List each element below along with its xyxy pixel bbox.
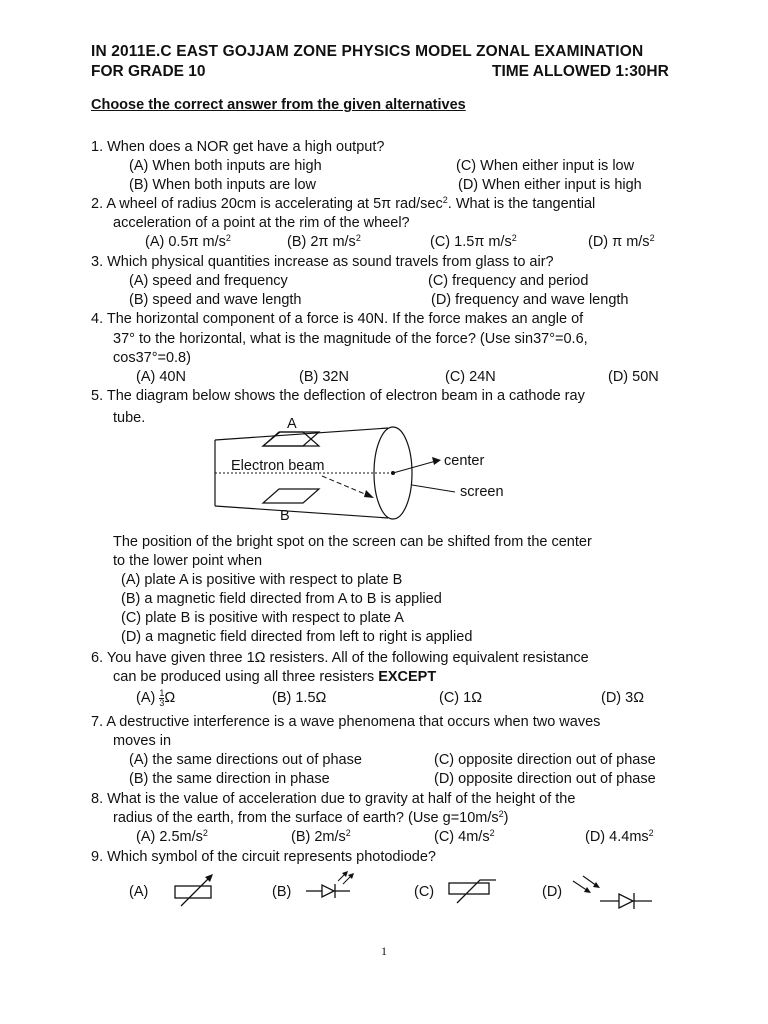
q2-choice-d: (D) π $m/s^2$ [588,233,655,250]
q7-choice-b: (B) the same direction in phase [129,771,330,787]
q1-choice-b: (B) When both inputs are low [129,177,316,193]
question-4: 4. The horizontal component of a force is 40N. If the force makes an angle of [91,311,584,327]
led-icon [306,871,354,898]
question-5-line3: The position of the bright spot on the screen can be shifted from the center [113,534,592,550]
q6-choice-b: (B) 1.5Ω [272,690,327,706]
q3-choice-b: (B) speed and wave length [129,292,302,308]
photodiode-icon [573,876,652,909]
thermistor-icon [449,880,496,903]
q4-choice-d: (D) 50N [608,369,659,385]
label-electron-beam: Electron beam [231,458,325,474]
q5-choice-b: (B) a magnetic field directed from A to B is applied [121,591,442,607]
question-5: 5. The diagram below shows the deflection of electron beam in a cathode ray [91,388,585,404]
question-2-cont: acceleration of a point at the rim of the wheel? [113,215,410,231]
q8-choice-d: (D) $4.4ms^2$ [585,828,654,845]
grade-label: FOR GRADE 10 [91,63,206,80]
q1-choice-d: (D) When either input is high [458,177,642,193]
label-center: center [444,453,485,469]
q8-choice-a: (A) $2.5m/s^2$ [136,828,208,845]
q8-choice-b: (B) $2m/s^2$ [291,828,351,845]
q4-choice-b: (B) 32N [299,369,349,385]
label-plate-b: B [280,508,290,524]
q2-text: 2. A wheel of radius 20cm is accelerating at 5π rad/sec [91,196,443,212]
q1-choice-a: (A) When both inputs are high [129,158,322,174]
q7-choice-a: (A) the same directions out of phase [129,752,362,768]
q3-choice-a: (A) speed and frequency [129,273,288,289]
page-number: 1 [381,944,387,958]
q7-choice-c: (C) opposite direction out of phase [434,752,656,768]
question-7-line2: moves in [113,733,172,749]
q9-choice-b-label: (B) [272,884,292,900]
question-6: 6. You have given three 1Ω resisters. All of the following equivalent resistance [91,650,589,666]
q6-fraction: $\frac{1}{3}$ [159,688,165,708]
q6-choice-c: (C) 1Ω [439,690,483,706]
q4-choice-a: (A) 40N [136,369,186,385]
q2-text-b: . What is the tangential [447,196,596,212]
question-4-line3: cos37°=0.8) [113,350,191,366]
q9-choice-a-label: (A) [129,884,149,900]
question-5-line2: tube. [113,410,146,426]
instruction: Choose the correct answer from the given alternatives [91,97,466,113]
q7-choice-d: (D) opposite direction out of phase [434,771,656,787]
q9-choice-c-label: (C) [414,884,435,900]
q5-choice-c: (C) plate B is positive with respect to plate A [121,610,404,626]
time-allowed: TIME ALLOWED 1:30HR [492,63,669,80]
label-screen: screen [460,484,504,500]
q4-choice-c: (C) 24N [445,369,496,385]
question-4-line2: 37° to the horizontal, what is the magnitude of the force? (Use sin37°=0.6, [113,331,588,347]
question-9: 9. Which symbol of the circuit represents photodiode? [91,849,436,865]
q1-choice-c: (C) When either input is low [456,158,635,174]
q5-choice-d: (D) a magnetic field directed from left to right is applied [121,629,473,645]
question-1: 1. When does a NOR get have a high output? [91,139,385,155]
q8-choice-c: (C) $4m/s^2$ [434,828,495,845]
q2-choice-a: (A) 0.5π $m/s^2$ [145,233,231,250]
q3-choice-d: (D) frequency and wave length [431,292,629,308]
q2-choice-b: (B) 2π $m/s^2$ [287,233,361,250]
q9-choice-d-label: (D) [542,884,563,900]
q2-sup: 2 [442,195,448,205]
q6-choice-a: (A) $\frac{1}{3}\Omega$ [136,688,176,708]
q5-choice-a: (A) plate A is positive with respect to plate B [121,572,403,588]
q6-except: EXCEPT [378,669,437,685]
variable-resistor-icon [175,874,213,906]
q6-choice-d: (D) 3Ω [601,690,645,706]
question-7: 7. A destructive interference is a wave phenomena that occurs when two waves [91,714,601,730]
question-5-line4: to the lower point when [113,553,263,569]
exam-title: IN 2011E.C EAST GOJJAM ZONE PHYSICS MODEL ZONAL EXAMINATION [91,43,644,60]
q3-choice-c: (C) frequency and period [428,273,589,289]
question-8: 8. What is the value of acceleration due to gravity at half of the height of the [91,791,576,807]
question-8-line2: radius of the earth, from the surface of earth? (Use $g=10m/s^2$) [113,809,509,826]
label-plate-a: A [287,416,297,432]
question-3: 3. Which physical quantities increase as sound travels from glass to air? [91,254,554,270]
q2-choice-c: (C) 1.5π $m/s^2$ [430,233,517,250]
q6-text: can be produced using all three resisters [113,669,375,685]
